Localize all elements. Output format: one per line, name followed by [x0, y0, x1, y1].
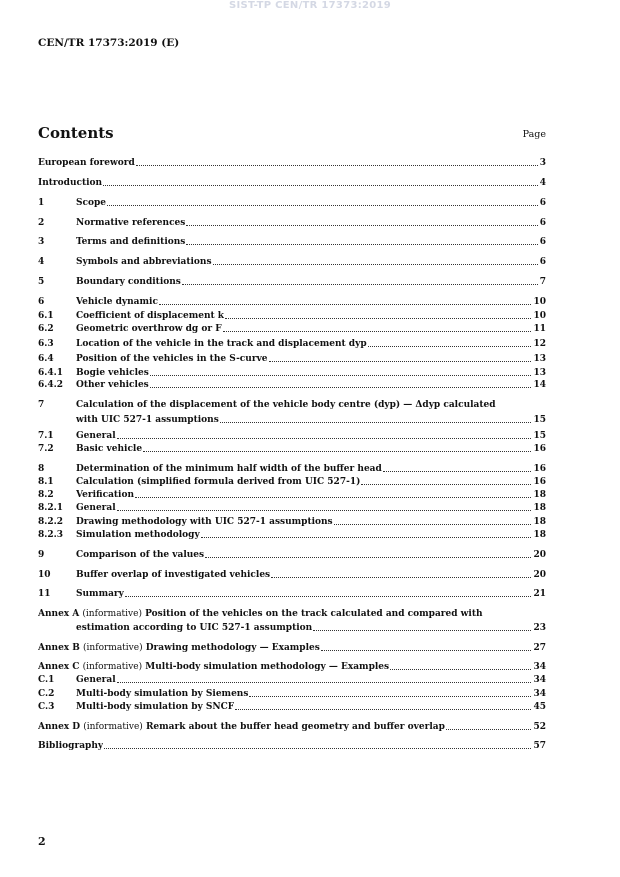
toc-entry-page: 34 [533, 675, 546, 685]
toc-entry[interactable] [38, 276, 546, 288]
toc-entry[interactable] [38, 516, 546, 528]
toc-entry[interactable] [38, 414, 546, 426]
toc-entry-page: 13 [533, 354, 546, 364]
toc-entry-page: 4 [539, 178, 546, 188]
toc-dot-leader [186, 244, 537, 245]
toc-entry-title: Bogie vehicles [76, 368, 149, 378]
toc-entry-page: 57 [533, 741, 546, 751]
toc-entry-title: Terms and definitions [76, 237, 186, 247]
toc-entry-number: C.1 [38, 675, 55, 685]
toc-entry[interactable] [38, 688, 546, 700]
toc-entry-title: General [76, 675, 116, 685]
toc-dot-leader [104, 748, 531, 749]
toc-dot-leader [136, 165, 538, 166]
toc-entry[interactable] [38, 549, 546, 561]
toc-dot-leader [117, 682, 532, 683]
toc-dot-leader [334, 524, 532, 525]
toc-entry-page: 20 [533, 550, 546, 560]
toc-entry[interactable] [38, 217, 546, 229]
toc-entry-page: 16 [533, 477, 546, 487]
toc-entry-page: 10 [533, 297, 546, 307]
toc-entry[interactable] [38, 353, 546, 365]
toc-entry-number: 6.1 [38, 311, 54, 321]
annex-title: Position of the vehicles on the track calculated and compared with [145, 609, 483, 619]
toc-entry-page: 3 [539, 158, 546, 168]
toc-entry[interactable] [38, 588, 546, 600]
toc-entry[interactable] [38, 463, 546, 475]
toc-entry-page: 6 [539, 237, 546, 247]
toc-entry-number: 8.2 [38, 490, 54, 500]
toc-entry-number: 6.4.2 [38, 380, 64, 390]
toc-dot-leader [103, 185, 538, 186]
toc-entry-title: Normative references [76, 218, 186, 228]
toc-dot-leader [150, 387, 532, 388]
toc-dot-leader [446, 729, 532, 730]
toc-entry[interactable] [38, 157, 546, 169]
toc-entry-page: 45 [533, 702, 546, 712]
toc-entry[interactable] [38, 338, 546, 350]
toc-entry-page: 15 [533, 415, 546, 425]
toc-dot-leader [321, 650, 532, 651]
annex-title: Remark about the buffer head geometry and buffer overlap [145, 722, 445, 732]
toc-dot-leader [225, 318, 531, 319]
toc-dot-leader [213, 264, 538, 265]
toc-entry[interactable] [38, 622, 546, 634]
toc-dot-leader [269, 361, 532, 362]
toc-entry-number: 7.1 [38, 431, 54, 441]
toc-entry-title [38, 642, 320, 654]
toc-entry-page: 6 [539, 218, 546, 228]
toc-entry-number: 8 [38, 464, 45, 474]
toc-entry-title: Verification [76, 490, 135, 500]
toc-entry-page: 20 [533, 570, 546, 580]
toc-entry-number: 6.4 [38, 354, 54, 364]
toc-dot-leader [235, 709, 531, 710]
toc-dot-leader [271, 577, 531, 578]
toc-entry-number: 6.2 [38, 324, 54, 334]
annex-label: Annex C [38, 662, 83, 672]
toc-entry[interactable] [38, 197, 546, 209]
toc-entry[interactable] [38, 379, 546, 391]
toc-entry[interactable] [38, 529, 546, 541]
toc-entry[interactable] [38, 367, 546, 379]
toc-entry-title [38, 721, 445, 733]
toc-entry-page: 18 [533, 517, 546, 527]
toc-entry-page: 27 [533, 643, 546, 653]
toc-dot-leader [135, 497, 531, 498]
toc-entry-number: C.3 [38, 702, 55, 712]
toc-entry-page: 11 [533, 324, 546, 334]
toc-entry-title: Basic vehicle [76, 444, 143, 454]
toc-entry[interactable] [38, 256, 546, 268]
toc-entry-title: Introduction [38, 178, 103, 188]
annex-informative-note: (informative) [82, 662, 143, 672]
toc-entry-title: Calculation (simplified formula derived from UIC 527-1) [76, 477, 361, 487]
toc-entry-page: 21 [533, 589, 546, 599]
toc-entry-title: Comparison of the values [76, 550, 205, 560]
page-number: 2 [38, 835, 46, 848]
toc-dot-leader [143, 451, 531, 452]
toc-entry-title: Symbols and abbreviations [76, 257, 212, 267]
toc-entry-page: 34 [533, 689, 546, 699]
toc-entry-title: Location of the vehicle in the track and displacement dyp [76, 339, 367, 349]
toc-entry-page: 16 [533, 444, 546, 454]
toc-dot-leader [249, 696, 531, 697]
toc-dot-leader [107, 205, 538, 206]
annex-label: Annex D [38, 722, 84, 732]
toc-entry[interactable] [38, 177, 546, 189]
toc-dot-leader [159, 304, 532, 305]
toc-entry-title: Buffer overlap of investigated vehicles [76, 570, 271, 580]
toc-dot-leader [150, 375, 532, 376]
toc-entry-title: European foreword [38, 158, 135, 168]
toc-entry-page: 10 [533, 311, 546, 321]
toc-entry[interactable] [38, 721, 546, 733]
toc-entry-page: 23 [533, 623, 546, 633]
toc-dot-leader [117, 438, 532, 439]
annex-title: Multi-body simulation methodology — Examples [145, 662, 390, 672]
page-column-label: Page [522, 129, 546, 140]
toc-entry[interactable] [38, 661, 546, 673]
toc-entry-number: 2 [38, 218, 45, 228]
toc-dot-leader [361, 484, 531, 485]
toc-dot-leader [182, 284, 538, 285]
document-id: CEN/TR 17373:2019 (E) [38, 37, 180, 49]
annex-informative-note: (informative) [82, 609, 142, 619]
toc-entry[interactable] [38, 608, 546, 620]
toc-dot-leader [368, 346, 532, 347]
toc-entry-title: Simulation methodology [76, 530, 200, 540]
toc-entry-title: Coefficient of displacement k [76, 311, 225, 321]
toc-entry-title: estimation according to UIC 527-1 assumption [76, 623, 313, 633]
annex-informative-note: (informative) [83, 643, 143, 653]
toc-entry[interactable] [38, 740, 546, 752]
toc-entry[interactable] [38, 310, 546, 322]
toc-dot-leader [313, 630, 531, 631]
toc-entry-number: 5 [38, 277, 45, 287]
toc-entry-page: 16 [533, 464, 546, 474]
watermark: SIST-TP CEN/TR 17373:2019 [228, 0, 392, 11]
toc-entry[interactable] [38, 489, 546, 501]
toc-dot-leader [220, 422, 532, 423]
toc-entry-title: Position of the vehicles in the S-curve [76, 354, 268, 364]
annex-label: Annex B [38, 643, 84, 653]
toc-dot-leader [205, 557, 531, 558]
toc-entry-title [38, 608, 483, 620]
toc-entry[interactable] [38, 236, 546, 248]
toc-entry-title: Geometric overthrow dg or F [76, 324, 222, 334]
toc-entry-title: Bibliography [38, 741, 104, 751]
toc-dot-leader [117, 510, 532, 511]
toc-entry-number: 4 [38, 257, 45, 267]
toc-dot-leader [186, 225, 537, 226]
toc-entry-page: 18 [533, 490, 546, 500]
toc-entry-page: 18 [533, 530, 546, 540]
toc-entry-page: 52 [533, 722, 546, 732]
toc-dot-leader [390, 669, 531, 670]
toc-entry-page: 6 [539, 198, 546, 208]
toc-entry-title: Determination of the minimum half width of the buffer head [76, 464, 382, 474]
toc-entry-title: General [76, 431, 116, 441]
toc-entry-number: 11 [38, 589, 51, 599]
toc-entry-number: 3 [38, 237, 45, 247]
annex-title: Drawing methodology — Examples [145, 643, 320, 653]
toc-entry-number: 7.2 [38, 444, 54, 454]
toc-entry-number: 8.2.3 [38, 530, 64, 540]
toc-entry-title: Drawing methodology with UIC 527-1 assumptions [76, 517, 333, 527]
toc-entry[interactable] [38, 569, 546, 581]
toc-entry-number: 9 [38, 550, 45, 560]
toc-entry-page: 18 [533, 503, 546, 513]
toc-entry-page: 12 [533, 339, 546, 349]
toc-entry[interactable] [38, 642, 546, 654]
toc-dot-leader [383, 471, 532, 472]
toc-entry-title: with UIC 527-1 assumptions [76, 415, 219, 425]
toc-entry-title: Multi-body simulation by SNCF [76, 702, 235, 712]
toc-entry-page: 6 [539, 257, 546, 267]
toc-entry-title: General [76, 503, 116, 513]
toc-entry-title: Scope [76, 198, 107, 208]
toc-entry-title: Boundary conditions [76, 277, 181, 287]
toc-dot-leader [125, 596, 532, 597]
contents-heading: Contents [38, 124, 114, 142]
toc-entry[interactable] [38, 502, 546, 514]
toc-entry-title: Vehicle dynamic [76, 297, 158, 307]
toc-entry[interactable] [38, 323, 546, 335]
annex-informative-note: (informative) [83, 722, 143, 732]
toc-entry-number: 1 [38, 198, 45, 208]
toc-entry-number: 6.4.1 [38, 368, 64, 378]
annex-label: Annex A [38, 609, 83, 619]
toc-entry-title [38, 661, 389, 673]
toc-dot-leader [201, 537, 532, 538]
toc-entry-page: 7 [539, 277, 546, 287]
toc-entry[interactable] [38, 296, 546, 308]
toc-entry-page: 34 [533, 662, 546, 672]
toc-entry-number: 8.1 [38, 477, 54, 487]
toc-entry-number: 8.2.2 [38, 517, 64, 527]
toc-dot-leader [223, 331, 532, 332]
toc-entry-number: 6 [38, 297, 45, 307]
toc-entry-number: 7 [38, 400, 45, 410]
toc-entry[interactable] [38, 476, 546, 488]
toc-entry-page: 13 [533, 368, 546, 378]
toc-entry[interactable] [38, 430, 546, 442]
toc-entry-title: Other vehicles [76, 380, 149, 390]
toc-entry[interactable] [38, 701, 546, 713]
toc-entry[interactable] [38, 674, 546, 686]
toc-entry[interactable] [38, 443, 546, 455]
toc-entry[interactable] [38, 399, 546, 411]
toc-entry-title: Multi-body simulation by Siemens [76, 689, 249, 699]
toc-entry-title: Calculation of the displacement of the vehicle body centre (dyp) — Δdyp calculated [76, 400, 496, 410]
toc-entry-page: 14 [533, 380, 546, 390]
toc-entry-title: Summary [76, 589, 124, 599]
toc-entry-number: 6.3 [38, 339, 54, 349]
toc-entry-number: 8.2.1 [38, 503, 64, 513]
toc-entry-page: 15 [533, 431, 546, 441]
toc-entry-number: 10 [38, 570, 51, 580]
toc-entry-number: C.2 [38, 689, 55, 699]
